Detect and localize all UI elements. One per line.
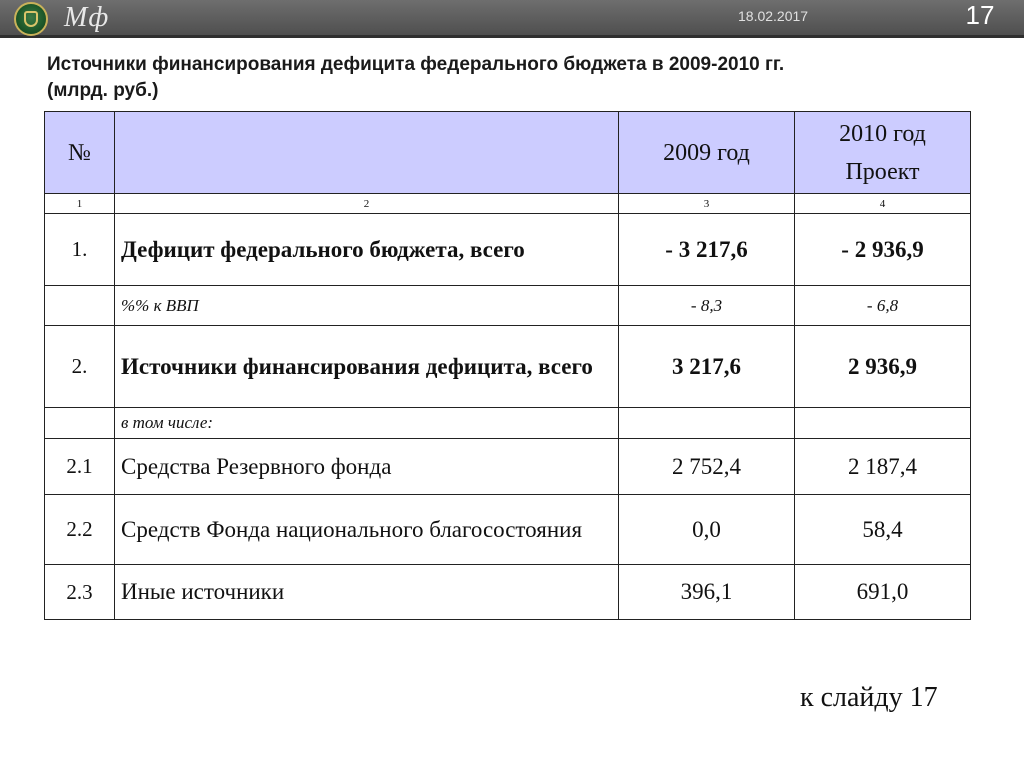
row-value-2009: 396,1 (619, 565, 795, 620)
row-number: 2.1 (45, 439, 115, 495)
col-number: 1 (45, 194, 115, 214)
slide-date: 18.02.2017 (738, 8, 809, 24)
row-number: 2. (45, 326, 115, 408)
table-row (45, 495, 971, 565)
row-value-2009: - 3 217,6 (619, 214, 795, 286)
row-number: 1. (45, 214, 115, 286)
row-label: Источники финансирования дефицита, всего (115, 326, 619, 408)
header-2010 (795, 112, 971, 194)
row-value-2010: 2 187,4 (795, 439, 971, 495)
row-label: в том числе: (115, 408, 619, 439)
row-value-2009 (619, 408, 795, 439)
header-bar (0, 0, 1024, 38)
header-2009: 2009 год (619, 112, 795, 194)
brand-text: Мф (64, 2, 110, 33)
row-label: Средств Фонда национального благосостояния (115, 495, 619, 565)
header-2010-line1: 2010 год (839, 120, 926, 147)
slide-title (47, 52, 977, 104)
row-value-2010: - 6,8 (795, 286, 971, 326)
col-number: 2 (115, 194, 619, 214)
row-value-2010: - 2 936,9 (795, 214, 971, 286)
col-number: 3 (619, 194, 795, 214)
table-header-row (45, 112, 971, 194)
title-line-1: Источники финансирования дефицита федерального бюджета в 2009-2010 гг. (47, 54, 785, 75)
column-number-row (45, 194, 971, 214)
col-number: 4 (795, 194, 971, 214)
row-label: %% к ВВП (115, 286, 619, 326)
budget-table (44, 111, 971, 620)
title-line-2: (млрд. руб.) (47, 80, 159, 101)
row-number: 2.2 (45, 495, 115, 565)
slide-link[interactable]: к слайду 17 (800, 682, 938, 713)
row-value-2009: 3 217,6 (619, 326, 795, 408)
header-name (115, 112, 619, 194)
table-row (45, 214, 971, 286)
row-value-2009: 0,0 (619, 495, 795, 565)
row-value-2010 (795, 408, 971, 439)
row-value-2009: - 8,3 (619, 286, 795, 326)
header-2010-line2: Проект (845, 158, 920, 185)
row-value-2010: 691,0 (795, 565, 971, 620)
table-row (45, 326, 971, 408)
row-value-2009: 2 752,4 (619, 439, 795, 495)
emblem-icon (14, 2, 48, 36)
row-number: 2.3 (45, 565, 115, 620)
row-number (45, 286, 115, 326)
table-row (45, 439, 971, 495)
table-row (45, 565, 971, 620)
page-number: 17 (965, 0, 995, 30)
header-no: № (45, 112, 115, 194)
table-row (45, 286, 971, 326)
row-value-2010: 2 936,9 (795, 326, 971, 408)
row-label: Иные источники (115, 565, 619, 620)
row-value-2010: 58,4 (795, 495, 971, 565)
row-label: Средства Резервного фонда (115, 439, 619, 495)
table-row (45, 408, 971, 439)
row-label: Дефицит федерального бюджета, всего (115, 214, 619, 286)
row-number (45, 408, 115, 439)
